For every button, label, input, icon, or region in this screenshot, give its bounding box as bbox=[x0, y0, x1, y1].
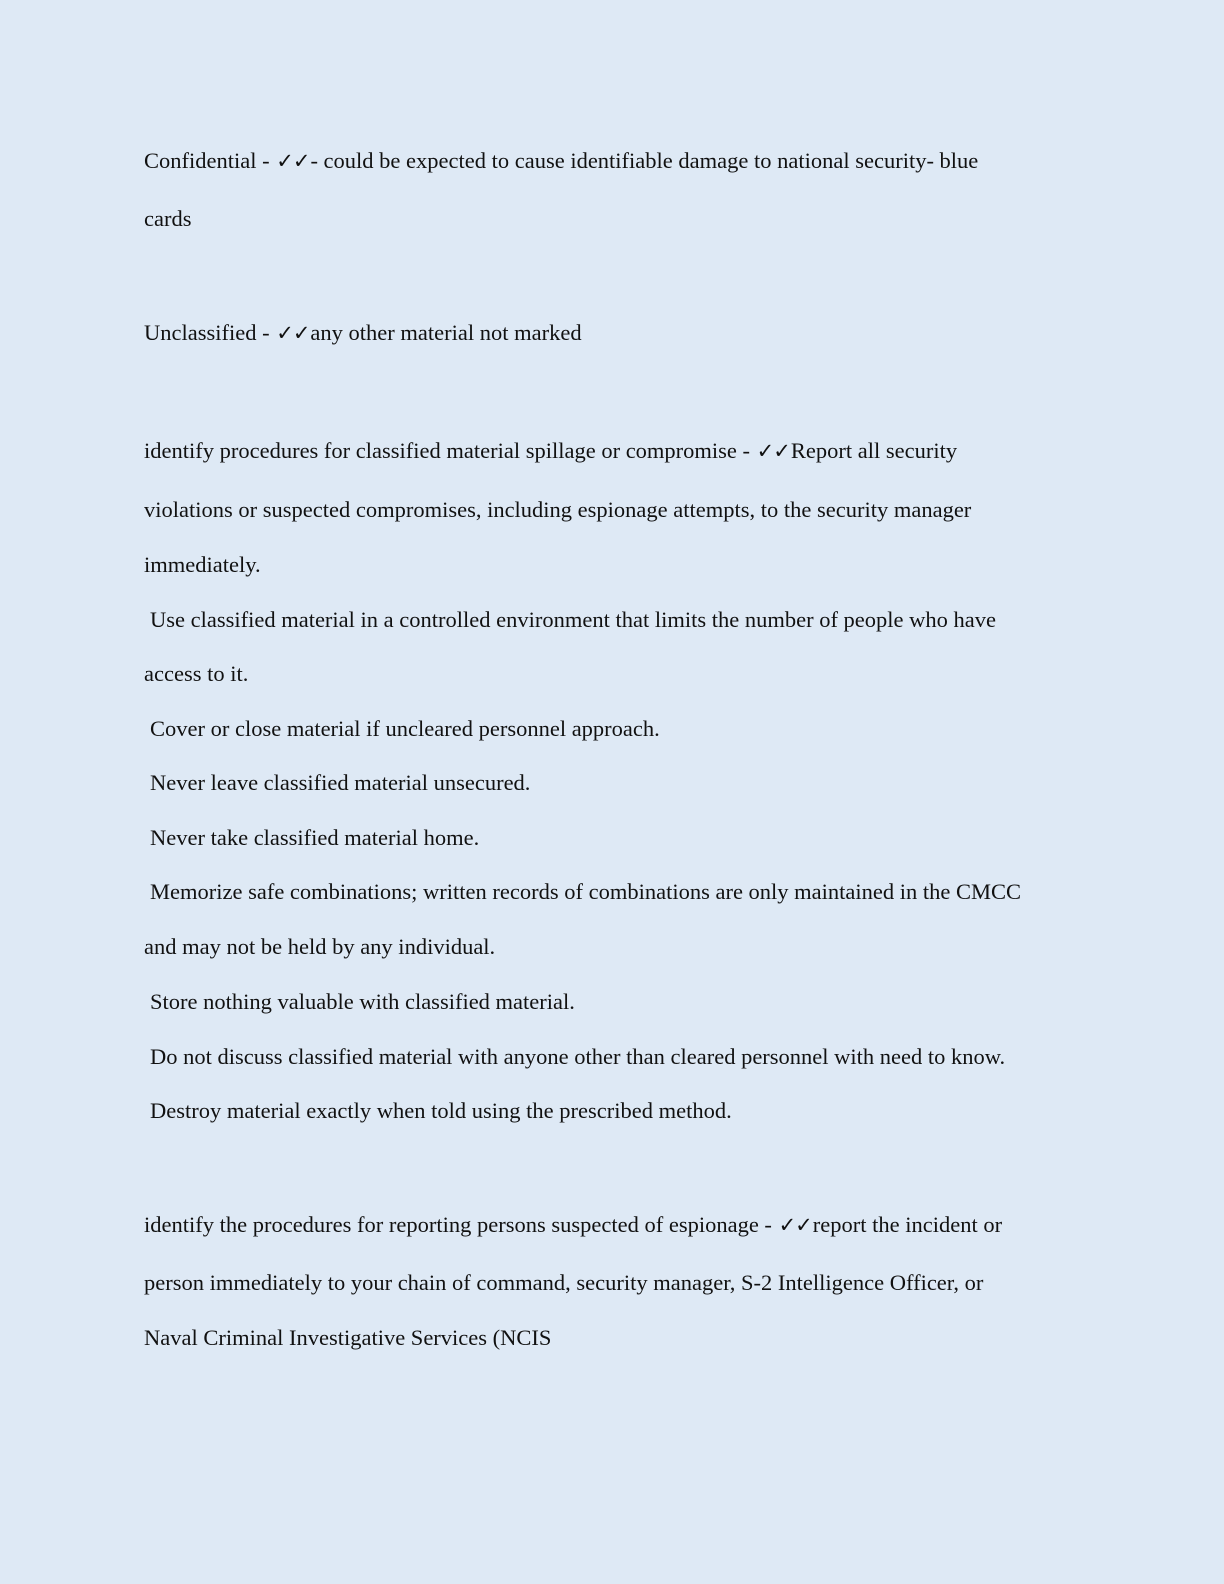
entry-definition: Report all security bbox=[790, 438, 958, 463]
list-item: Destroy material exactly when told using the prescribed method. bbox=[150, 1098, 732, 1123]
list-item: Cover or close material if uncleared personnel approach. bbox=[150, 716, 660, 741]
check-mark-icon: ✓✓ bbox=[778, 1213, 812, 1237]
entry-definition: - could be expected to cause identifiable damage to national security- blue bbox=[310, 148, 979, 173]
entry-spillage-line3: immediately. bbox=[144, 552, 261, 577]
list-item: Never leave classified material unsecured. bbox=[150, 770, 531, 795]
list-item: Use classified material in a controlled environment that limits the number of people who have bbox=[150, 607, 997, 632]
entry-definition: any other material not marked bbox=[310, 320, 582, 345]
entry-confidential-line1 bbox=[144, 146, 978, 176]
entry-spillage-line1 bbox=[144, 436, 957, 466]
list-item: and may not be held by any individual. bbox=[144, 934, 496, 959]
list-item: Never take classified material home. bbox=[150, 825, 480, 850]
entry-term: Confidential - bbox=[144, 148, 276, 173]
entry-espionage-line3: Naval Criminal Investigative Services (NCIS bbox=[144, 1325, 552, 1350]
check-mark-icon: ✓✓ bbox=[276, 321, 310, 345]
entry-confidential-line2: cards bbox=[144, 206, 192, 231]
entry-unclassified-line1 bbox=[144, 318, 582, 348]
entry-term: Unclassified - bbox=[144, 320, 276, 345]
entry-term: identify the procedures for reporting persons suspected of espionage - bbox=[144, 1212, 778, 1237]
list-item: Do not discuss classified material with anyone other than cleared personnel with need to know. bbox=[150, 1044, 1006, 1069]
entry-term: identify procedures for classified material spillage or compromise - bbox=[144, 438, 756, 463]
entry-espionage-line1 bbox=[144, 1210, 1002, 1240]
entry-espionage-line2: person immediately to your chain of command, security manager, S-2 Intelligence Officer, or bbox=[144, 1270, 984, 1295]
entry-definition: report the incident or bbox=[812, 1212, 1003, 1237]
list-item: access to it. bbox=[144, 661, 249, 686]
list-item: Store nothing valuable with classified material. bbox=[150, 989, 575, 1014]
check-mark-icon: ✓✓ bbox=[276, 149, 310, 173]
list-item: Memorize safe combinations; written records of combinations are only maintained in the CMCC bbox=[150, 879, 1022, 904]
entry-spillage-line2: violations or suspected compromises, including espionage attempts, to the security manager bbox=[144, 497, 972, 522]
check-mark-icon: ✓✓ bbox=[756, 439, 790, 463]
